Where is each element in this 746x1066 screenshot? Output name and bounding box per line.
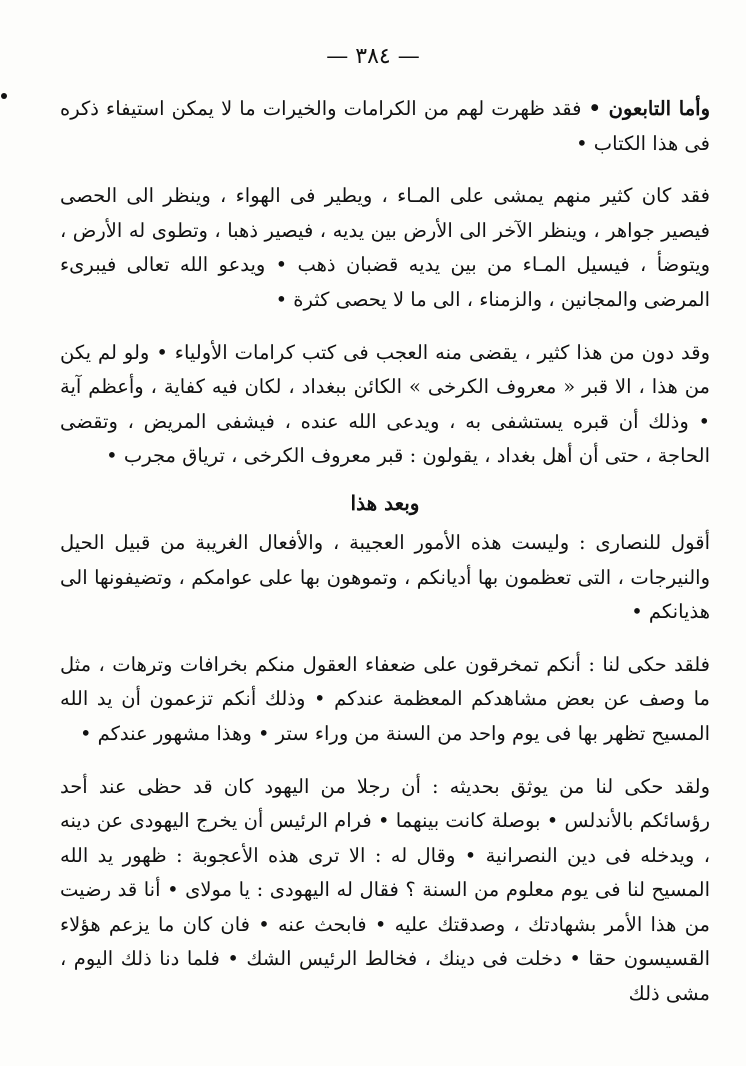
paragraph-text: فقد ظهرت لهم من الكرامات والخيرات ما لا يمكن استيفاء ذكره فى هذا الكتاب • [60,97,710,155]
paragraph-lead: وأما التابعون • [588,97,710,120]
paragraph-tabiun [60,92,710,161]
paragraph-jewish-man-story [60,770,710,1012]
paragraph-maruf-karkhi [60,336,710,474]
paragraph-text: فلقد حكى لنا : أنكم تمخرقون على ضعفاء العقول منكم بخرافات وترهات ، مثل ما وصف عن بعض مشاهدكم المعظمة عندكم • وذلك أنكم تزعمون أن يد الله المسيح تظهر بها فى يوم واحد من السنة من وراء ستر • وهذا مشهور عندكم • [60,652,710,745]
section-heading: وبعد هذا [350,490,420,515]
paragraph-text: فقد كان كثير منهم يمشى على المـاء ، ويطير فى الهواء ، وينظر الى الحصى فيصير جواهر ، وينظر الآخر الى الأرض بين يديه ، فيصير ذهبا ، وتطوى له الأرض ، ويتوضأ ، فيسيل المـاء من بين يديه قضبان ذهب • ويدعو الله تعالى فيبرىء المرضى والمجانين ، والزمناء ، الى ما لا يحصى كثرة • [60,184,710,311]
paragraph-to-christians [60,526,710,630]
paragraph-text: أقول للنصارى : وليست هذه الأمور العجيبة ، والأفعال الغريبة من قبيل الحيل والنيرجات ، التى تعظمون بها أديانكم ، وتموهون بها على عوامكم ، وتضيفونها الى هذيانكم • [60,530,710,624]
paragraph-text: ولقد حكى لنا من يوثق بحديثه : أن رجلا من اليهود كان قد حظى عند أحد رؤسائكم بالأندلس • بوصلة كانت بينهما • فرام الرئيس أن يخرج اليهودى عن دينه ، ويدخله فى دين النصرانية • وقال له : الا ترى هذه الأعجوبة : ظهور يد الله المسيح لنا فى يوم معلوم من السنة ؟ فقال له اليهودى : يا مولاى • أنا قد رضيت من هذا الأمر بشهادتك ، وصدقتك عليه • فابحث عنه • فان كان ما يزعم هؤلاء القسيسون حقا • دخلت فى دينك ، فخالط الرئيس الشك • فلما دنا ذلك اليوم ، مشى ذلك [60,774,710,1006]
paragraph-miracles [60,179,710,317]
margin-mark [1,93,7,99]
page-number: — ٣٨٤ — [326,44,420,69]
text-column [60,92,710,1012]
paragraph-hand-of-christ [60,648,710,752]
paragraph-text: وقد دون من هذا كثير ، يقضى منه العجب فى كتب كرامات الأولياء • ولو لم يكن من هذا ، الا قبر « معروف الكرخى » الكائن ببغداد ، لكان فيه كفاية ، وأعظم آية • وذلك أن قبره يستشفى به ، ويدعى الله عنده ، فيشفى المريض ، وتقضى الحاجة ، حتى أن أهل بغداد ، يقولون : قبر معروف الكرخى ، ترياق مجرب • [60,340,710,468]
